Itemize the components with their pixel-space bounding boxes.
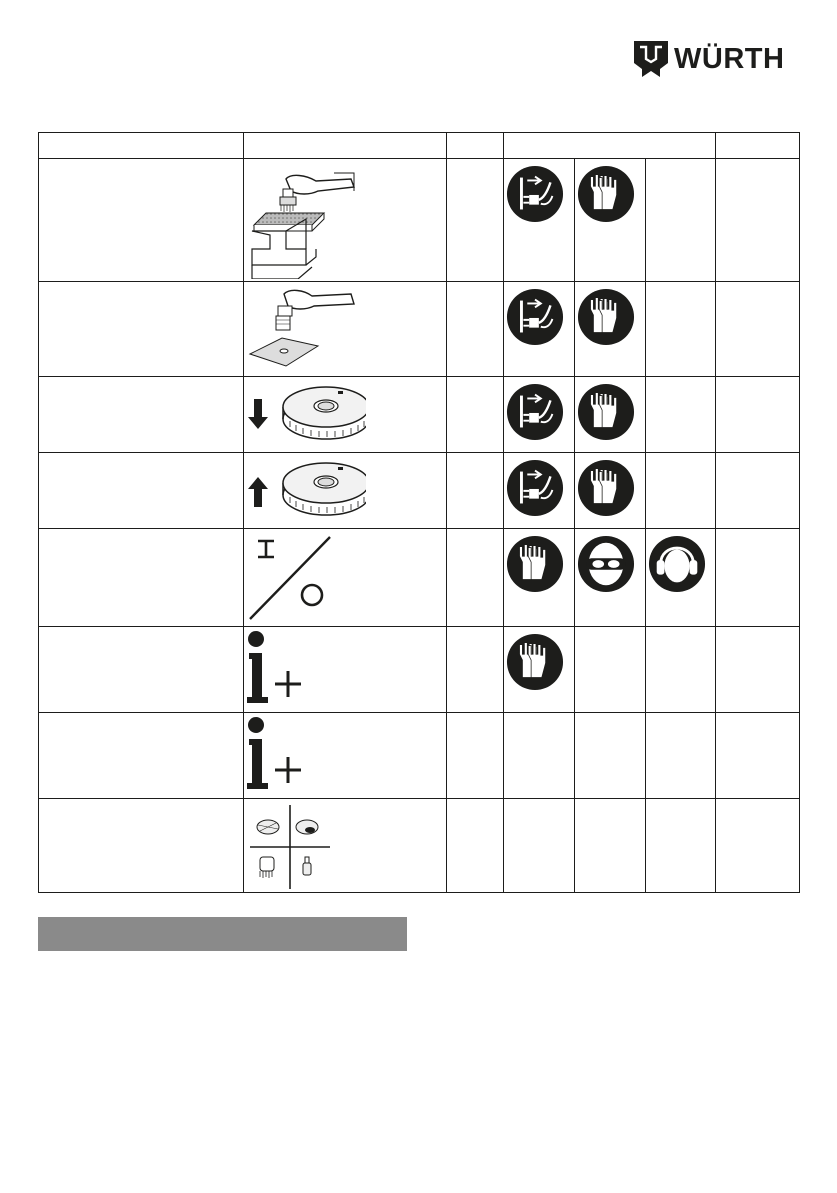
empty-cell [716,453,800,529]
table-row [39,282,800,377]
empty-cell [716,713,800,799]
unplug-icon [506,165,564,223]
empty-cell [447,627,504,713]
symbol-cell [575,799,646,893]
symbol-cell [646,799,716,893]
header-cell [244,133,447,159]
symbol-cell [575,713,646,799]
illustration-cell [244,799,447,893]
symbol-cell [646,529,716,627]
symbol-cell [646,627,716,713]
description-cell [39,159,244,282]
symbol-cell [646,713,716,799]
wurth-logo-mark-icon [634,41,668,77]
description-cell [39,799,244,893]
info-plus-icon [246,629,326,709]
header-cell [39,133,244,159]
unplug-icon [506,288,564,346]
symbol-cell [646,377,716,453]
symbol-cell [575,282,646,377]
table-row [39,627,800,713]
grinder-disc-sanding-icon [246,284,366,374]
symbol-cell [575,377,646,453]
symbol-cell [646,453,716,529]
info-plus-icon [246,715,326,795]
symbol-cell [575,159,646,282]
symbol-cell [504,282,575,377]
gloves-icon [577,165,635,223]
empty-cell [716,377,800,453]
description-cell [39,377,244,453]
description-cell [39,282,244,377]
symbol-cell [504,529,575,627]
flange-nut-down-arrow-icon [246,379,366,451]
illustration-cell [244,529,447,627]
header-cell [716,133,800,159]
on-off-switch-icon [246,531,356,625]
symbol-cell [646,282,716,377]
symbol-cell [575,627,646,713]
accessories-quadrant-icon [246,801,336,891]
gloves-icon [577,383,635,441]
table-row [39,799,800,893]
safety-glasses-icon [577,535,635,593]
empty-cell [447,282,504,377]
empty-cell [716,159,800,282]
unplug-icon [506,383,564,441]
table-row [39,159,800,282]
header-cell [504,133,716,159]
wurth-logo [634,40,802,78]
empty-cell [447,529,504,627]
gloves-icon [506,633,564,691]
empty-cell [716,529,800,627]
empty-cell [716,627,800,713]
symbol-cell [575,529,646,627]
table-row [39,713,800,799]
illustration-cell [244,159,447,282]
table-row [39,453,800,529]
table-header-row [39,133,800,159]
symbol-cell [575,453,646,529]
gloves-icon [577,459,635,517]
symbol-cell [504,159,575,282]
symbol-cell [504,713,575,799]
symbol-cell [504,627,575,713]
brand-name: WÜRTH [674,42,785,75]
empty-cell [447,377,504,453]
symbol-cell [646,159,716,282]
illustration-cell [244,377,447,453]
illustration-cell [244,282,447,377]
empty-cell [447,713,504,799]
description-cell [39,453,244,529]
illustration-cell [244,627,447,713]
symbol-cell [504,377,575,453]
symbol-cell [504,799,575,893]
gloves-icon [506,535,564,593]
empty-cell [447,799,504,893]
grinder-wire-brush-on-i-beam-icon [246,161,366,279]
symbol-table [38,132,800,893]
empty-cell [447,453,504,529]
table-row [39,377,800,453]
section-heading-bar [38,917,407,951]
table-row [39,529,800,627]
empty-cell [716,282,800,377]
header-cell [447,133,504,159]
illustration-cell [244,453,447,529]
empty-cell [447,159,504,282]
unplug-icon [506,459,564,517]
empty-cell [716,799,800,893]
gloves-icon [577,288,635,346]
symbol-cell [504,453,575,529]
flange-nut-up-arrow-icon [246,455,366,527]
illustration-cell [244,713,447,799]
description-cell [39,529,244,627]
ear-protection-icon [648,535,706,593]
description-cell [39,627,244,713]
description-cell [39,713,244,799]
